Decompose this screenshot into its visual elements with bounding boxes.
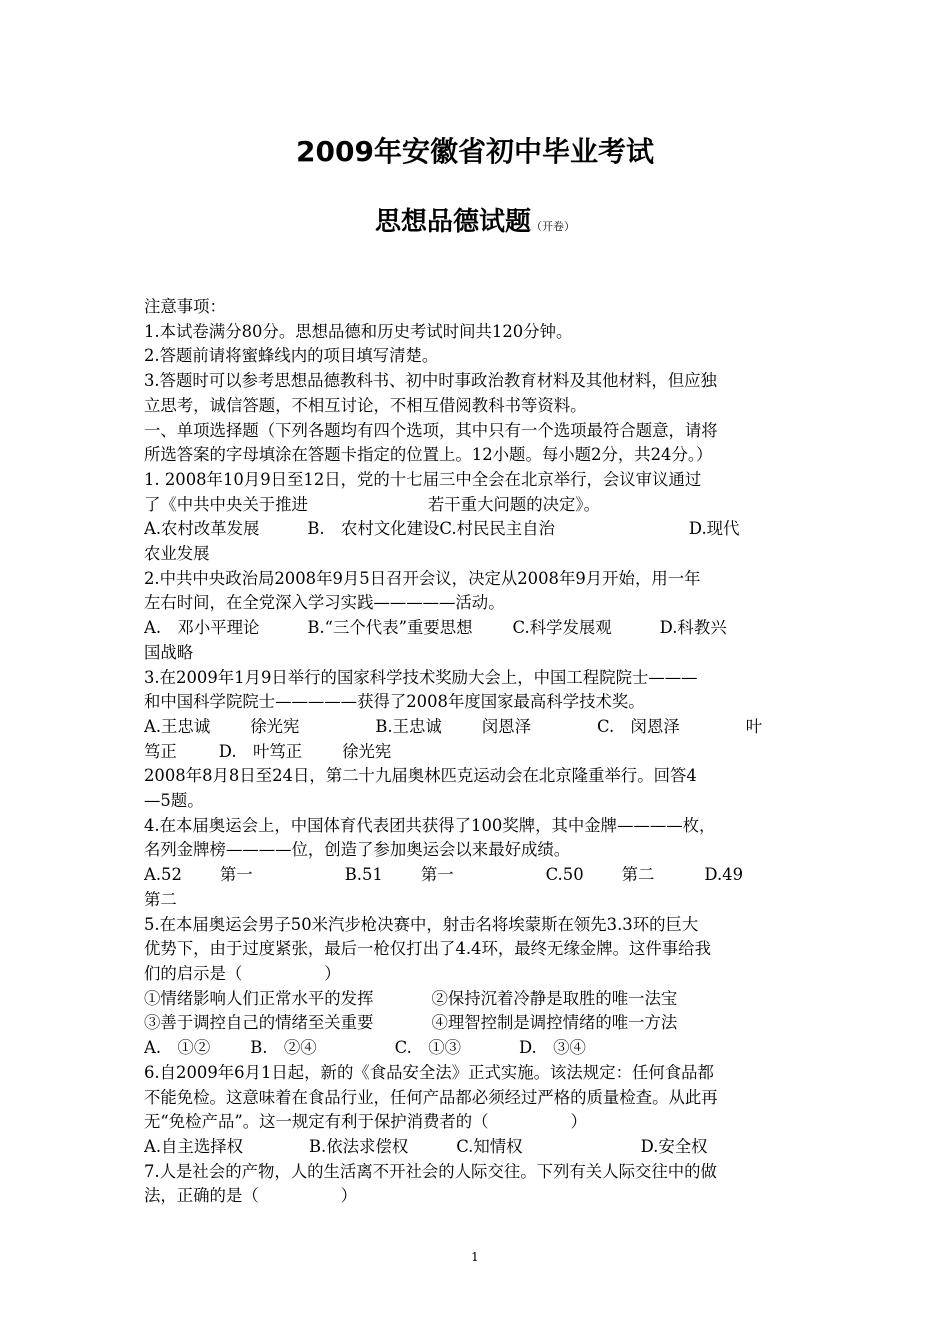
question-7-stem: 7.人是社会的产物，人的生活离不开社会的人际交往。下列有关人际交往中的做 [144, 1161, 717, 1181]
statement-3: ③善于调控自己的情绪至关重要 [144, 1013, 374, 1033]
notice-line: 立思考，诚信答题，不相互讨论，不相互借阅教科书等资料。 [144, 395, 587, 415]
question-5-stem-cont: 优势下，由于过度紧张，最后一枪仅打出了4.4环，最终无缘金牌。这件事给我 [144, 939, 711, 959]
question-1-options-cont: 农业发展 [144, 544, 210, 564]
option-b: B. 农村文化建设 [307, 519, 440, 539]
question-3-options-cont [144, 740, 809, 765]
option-b: B.王忠诚 [375, 716, 442, 736]
option-a-rank: 第一 [219, 865, 253, 885]
question-2-stem-cont: 左右时间，在全党深入学习实践—————活动。 [144, 593, 505, 613]
option-a: A.农村改革发展 [144, 519, 260, 539]
notice-line: 2.答题前请将蜜蜂线内的项目填写清楚。 [144, 346, 439, 366]
option-c: C.村民民主自治 [439, 519, 555, 539]
exam-title: 2009年安徽省初中毕业考试 [296, 135, 654, 168]
page-number: 1 [471, 1250, 479, 1264]
question-6-options [144, 1135, 809, 1160]
notice-line: 3.答题时可以参考思想品德教科书、初中时事政治教育材料及其他材料，但应独 [144, 371, 717, 391]
passage-intro-cont: —5题。 [144, 791, 204, 811]
passage-intro: 2008年8月8日至24日，第二十九届奥林匹克运动会在北京隆重举行。回答4 [144, 766, 697, 786]
subtitle-text: 思想品德试题 [374, 207, 531, 237]
option-a: A. ①② [144, 1038, 211, 1058]
question-3-stem-cont: 和中国科学院院士—————获得了2008年度国家最高科学技术奖。 [144, 692, 645, 712]
question-7-stem-cont: 法，正确的是（ ） [144, 1186, 358, 1206]
exam-body [144, 295, 809, 1209]
option-c-rank: 第二 [621, 865, 655, 885]
section-heading: 一、单项选择题（下列各题均有四个选项，其中只有一个选项最符合题意，请将 [144, 420, 718, 440]
option-c: C. ①③ [394, 1038, 461, 1058]
q1-stem-part: 了《中共中央关于推进 [144, 494, 308, 514]
question-2-options [144, 616, 809, 641]
subtitle-note: （开卷） [531, 220, 575, 233]
question-5-stem: 5.在本届奥运会男子50米汽步枪决赛中，射击名将埃蒙斯在领先3.3环的巨大 [144, 914, 699, 934]
question-3-stem: 3.在2009年1月9日举行的国家科学技术奖励大会上，中国工程院院士——— [144, 667, 698, 687]
option-a: A.52 [144, 865, 182, 885]
notice-heading: 注意事项： [144, 297, 226, 316]
question-6-stem-cont: 无“免检产品”。这一规定有利于保护消费者的（ ） [144, 1112, 587, 1132]
option-a: A. 邓小平理论 [144, 618, 260, 638]
q1-stem-part: 若干重大问题的决定》。 [427, 494, 601, 514]
question-5-options [144, 1036, 809, 1061]
option-b-name: 闵恩泽 [481, 716, 531, 736]
question-1-options [144, 517, 809, 542]
question-4-stem: 4.在本届奥运会上，中国体育代表团共获得了100奖牌，其中金牌————枚， [144, 815, 716, 835]
question-2-stem: 2.中共中央政治局2008年9月5日召开会议，决定从2008年9月开始，用一年 [144, 568, 701, 588]
question-5-statements [144, 987, 809, 1012]
question-4-stem-cont: 名列金牌榜————位，创造了参加奥运会以来最好成绩。 [144, 840, 571, 860]
notice-line: 1.本试卷满分80分。思想品德和历史考试时间共120分钟。 [144, 321, 573, 341]
option-a: A.自主选择权 [144, 1136, 243, 1156]
option-d: D.科教兴 [659, 618, 727, 638]
option-c: C.科学发展观 [512, 618, 612, 638]
option-c: C.知情权 [456, 1136, 523, 1156]
option-b-rank: 第一 [420, 865, 454, 885]
option-a-name: 徐光宪 [250, 716, 300, 736]
option-d: D.安全权 [640, 1136, 708, 1156]
option-c: C. 闵恩泽 [597, 716, 680, 736]
question-2-options-cont: 国战略 [144, 642, 194, 662]
option-b: B.51 [344, 865, 383, 885]
option-d: D. 叶笃正 [218, 741, 303, 761]
statement-2: ②保持沉着冷静是取胜的唯一法宝 [431, 988, 678, 1008]
section-heading-cont: 所选答案的字母填涂在答题卡指定的位置上。12小题。每小题2分，共24分。） [144, 445, 713, 465]
option-d: D.49 [704, 865, 744, 885]
question-6-stem: 6.自2009年6月1日起，新的《食品安全法》正式实施。该法规定：任何食品都 [144, 1062, 714, 1082]
statement-4: ④理智控制是调控情绪的唯一方法 [431, 1013, 678, 1033]
option-a: A.王忠诚 [144, 716, 211, 736]
question-1-stem-cont [144, 493, 809, 518]
option-d: D.现代 [688, 519, 740, 539]
question-1-stem: 1. 2008年10月9日至12日，党的十七届三中全会在北京举行，会议审议通过 [144, 469, 702, 489]
question-5-statements [144, 1011, 809, 1036]
option-b: B. ②④ [250, 1038, 317, 1058]
option-b: B.“三个代表”重要思想 [307, 618, 473, 638]
question-5-stem-cont: 们的启示是（ ） [144, 963, 341, 983]
exam-subtitle [0, 201, 950, 238]
option-d: D. ③④ [519, 1038, 586, 1058]
option-c-name: 叶 [745, 716, 763, 736]
option-d-name: 徐光宪 [342, 741, 392, 761]
statement-1: ①情绪影响人们正常水平的发挥 [144, 988, 374, 1008]
option-c-name-cont: 笃正 [144, 741, 177, 761]
question-4-options-cont: 第二 [144, 889, 177, 909]
option-b: B.依法求偿权 [309, 1136, 409, 1156]
question-3-options [144, 715, 809, 740]
question-6-stem-cont: 不能免检。这意味着在食品行业，任何产品都必须经过严格的质量检查。从此再 [144, 1087, 718, 1107]
option-c: C.50 [545, 865, 584, 885]
question-4-options [144, 863, 809, 888]
